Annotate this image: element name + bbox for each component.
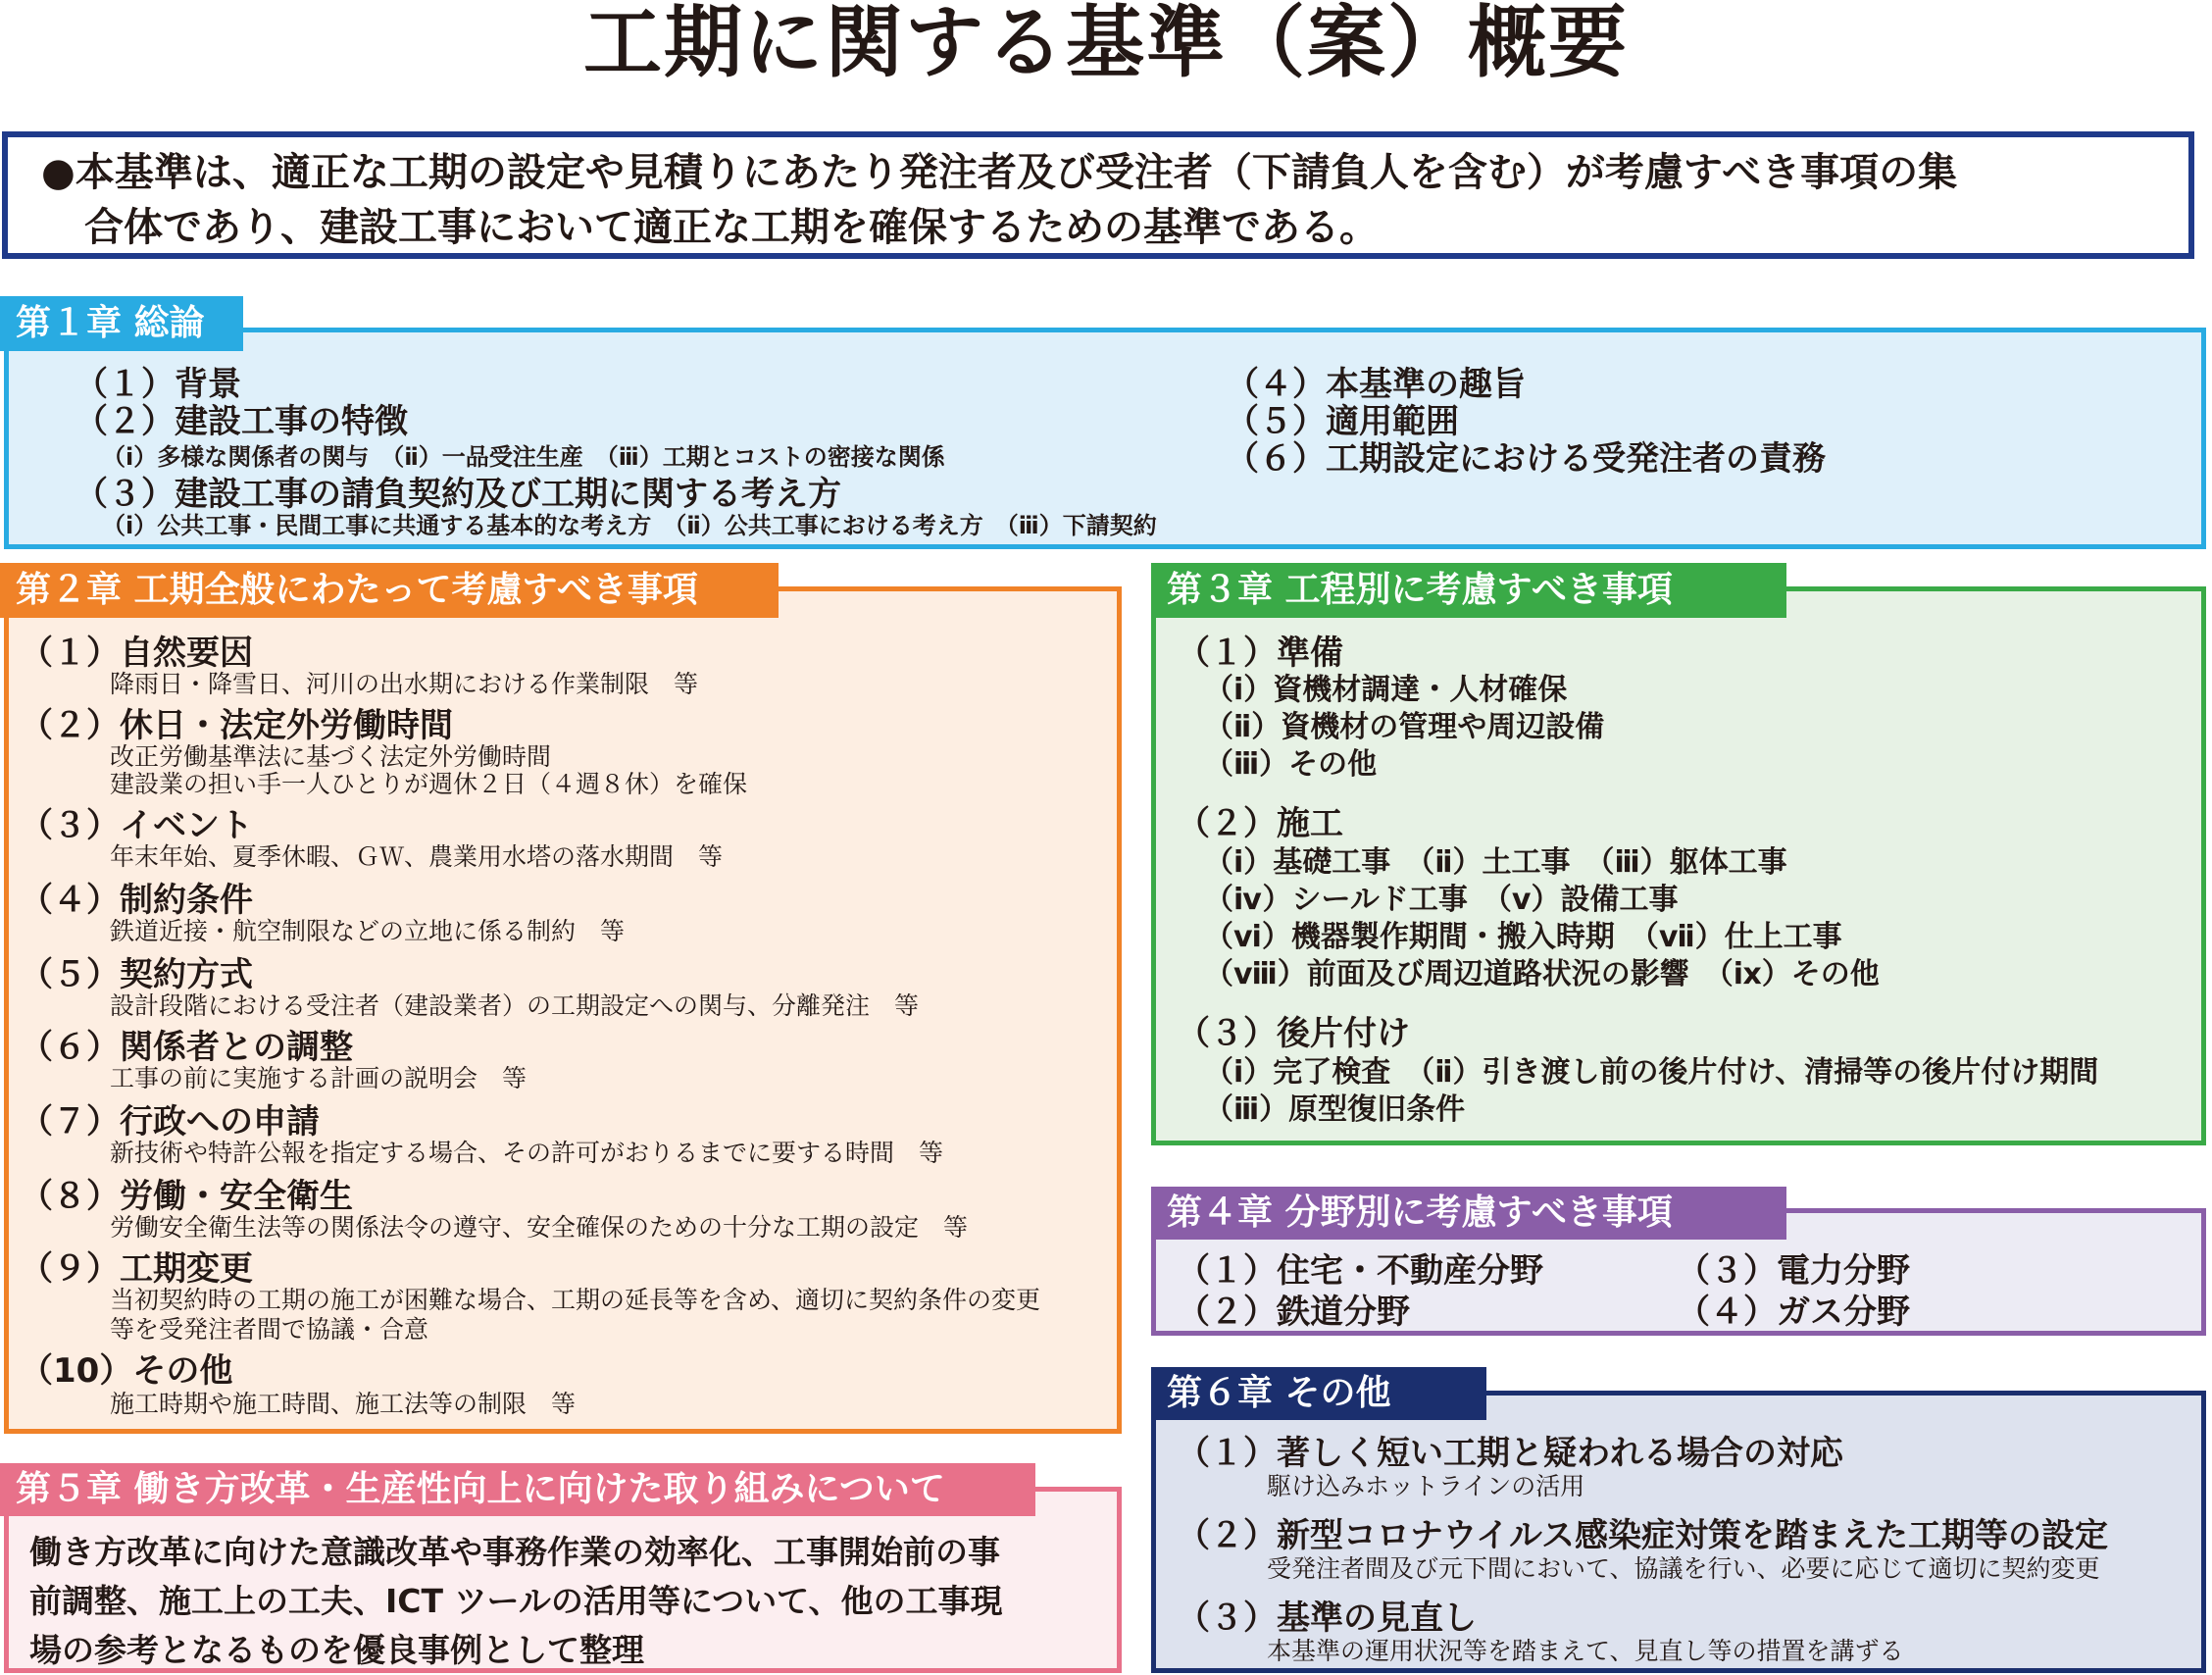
ch3-sub: （ⅳ）シールド工事 （ⅴ）設備工事 xyxy=(1204,883,1679,917)
ch6-item-heading: （１）著しく短い工期と疑われる場合の対応 xyxy=(1177,1434,1843,1473)
ch3-sub: （ⅲ）原型復旧条件 xyxy=(1204,1092,1466,1127)
ch2-item-note: 改正労働基準法に基づく法定外労働時間 xyxy=(110,742,552,771)
ch2-item-heading: （９）工期変更 xyxy=(20,1249,253,1289)
ch1-item-5: （５）適用範囲 xyxy=(1226,402,1459,441)
ch2-item-note: 新技術や特許公報を指定する場合、その許可がおりるまでに要する時間 等 xyxy=(110,1139,944,1167)
ch2-item-heading: （１）自然要因 xyxy=(20,634,253,673)
ch5-line: 働き方改革に向けた意識改革や事務作業の効率化、工事開始前の事 xyxy=(29,1533,1000,1571)
ch1-item-6: （６）工期設定における受発注者の責務 xyxy=(1226,439,1826,479)
ch3-section-3: （３）後片付け xyxy=(1177,1014,1410,1053)
chapter-2-header: 第２章 工期全般にわたって考慮すべき事項 xyxy=(0,563,779,618)
ch3-sub: （ⅰ）完了検査 （ⅱ）引き渡し前の後片付け、清掃等の後片付け期間 xyxy=(1204,1055,2099,1090)
ch3-sub: （ⅰ）資機材調達・人材確保 xyxy=(1204,673,1568,707)
ch6-item-note: 駆け込みホットラインの活用 xyxy=(1267,1472,1585,1500)
ch2-item-heading: （３）イベント xyxy=(20,806,253,845)
summary-line-1: ●本基準は、適正な工期の設定や見積りにあたり発注者及び受注者（下請負人を含む）が考慮すべき事項の集 xyxy=(41,150,1958,195)
ch3-section-2: （２）施工 xyxy=(1177,804,1343,843)
ch3-section-1: （１）準備 xyxy=(1177,634,1343,673)
ch1-item-1: （１）背景 xyxy=(75,365,241,404)
chapter-5-text xyxy=(29,1528,1108,1675)
ch2-item-note: 鉄道近接・航空制限などの立地に係る制約 等 xyxy=(110,917,626,945)
ch2-item-note: 当初契約時の工期の施工が困難な場合、工期の延長等を含め、適切に契約条件の変更 xyxy=(110,1286,1041,1314)
ch2-item-note: 建設業の担い手一人ひとりが週休２日（４週８休）を確保 xyxy=(110,770,748,798)
ch2-item-note: 年末年始、夏季休暇、ＧＷ、農業用水塔の落水期間 等 xyxy=(110,842,724,871)
ch2-item-heading: （４）制約条件 xyxy=(20,881,253,920)
ch2-item-heading: （２）休日・法定外労働時間 xyxy=(20,706,453,745)
chapter-1-header: 第１章 総論 xyxy=(0,296,243,351)
ch5-line: 場の参考となるものを優良事例として整理 xyxy=(29,1631,644,1669)
ch2-item-note: 設計段階における受注者（建設業者）の工期設定への関与、分離発注 等 xyxy=(110,991,920,1020)
chapter-3-header: 第３章 工程別に考慮すべき事項 xyxy=(1151,563,1786,618)
summary-line-2: 合体であり、建設工事において適正な工期を確保するための基準である。 xyxy=(84,205,1379,250)
ch3-sub: （ⅷ）前面及び周辺道路状況の影響 （ⅸ）その他 xyxy=(1204,957,1880,991)
ch2-item-heading: （５）契約方式 xyxy=(20,955,253,994)
page-title: 工期に関する基準（案）概要 xyxy=(583,0,1629,88)
ch3-sub: （ⅰ）基礎工事 （ⅱ）土工事 （ⅲ）躯体工事 xyxy=(1204,845,1787,880)
ch1-item-3: （３）建設工事の請負契約及び工期に関する考え方 xyxy=(75,475,841,514)
ch2-item-note: 降雨日・降雪日、河川の出水期における作業制限 等 xyxy=(110,670,699,698)
ch1-item-4: （４）本基準の趣旨 xyxy=(1226,365,1526,404)
chapter-6-header: 第６章 その他 xyxy=(1151,1367,1486,1420)
ch3-sub: （ⅲ）その他 xyxy=(1204,747,1378,782)
chapter-5-header: 第５章 働き方改革・生産性向上に向けた取り組みについて xyxy=(0,1463,1035,1516)
ch2-item-note: 工事の前に実施する計画の説明会 等 xyxy=(110,1064,528,1092)
ch3-sub: （ⅱ）資機材の管理や周辺設備 xyxy=(1204,710,1605,744)
ch1-item-3-sub: （ⅰ）公共工事・民間工事に共通する基本的な考え方 （ⅱ）公共工事における考え方 （ⅲ）下請契約 xyxy=(102,512,1157,539)
ch2-item-heading: （10）その他 xyxy=(20,1351,233,1391)
chapter-4-header: 第４章 分野別に考慮すべき事項 xyxy=(1151,1187,1786,1240)
ch2-item-note: 労働安全衛生法等の関係法令の遵守、安全確保のための十分な工期の設定 等 xyxy=(110,1213,969,1242)
ch6-item-heading: （３）基準の見直し xyxy=(1177,1599,1477,1638)
ch2-item-note: 等を受発注者間で協議・合意 xyxy=(110,1315,429,1344)
summary-box xyxy=(2,131,2194,259)
ch6-item-note: 本基準の運用状況等を踏まえて、見直し等の措置を講ずる xyxy=(1267,1637,1904,1665)
ch1-item-2-sub: （ⅰ）多様な関係者の関与 （ⅱ）一品受注生産 （ⅲ）工期とコストの密接な関係 xyxy=(102,443,945,471)
ch2-item-heading: （７）行政への申請 xyxy=(20,1102,320,1142)
ch4-item-3: （３）電力分野 xyxy=(1677,1251,1910,1291)
ch4-item-4: （４）ガス分野 xyxy=(1677,1293,1910,1332)
ch2-item-note: 施工時期や施工時間、施工法等の制限 等 xyxy=(110,1390,577,1418)
ch2-item-heading: （６）関係者との調整 xyxy=(20,1028,353,1067)
ch4-item-1: （１）住宅・不動産分野 xyxy=(1177,1251,1543,1291)
ch5-line: 前調整、施工上の工夫、ICT ツールの活用等について、他の工事現 xyxy=(29,1582,1003,1620)
ch1-item-2: （２）建設工事の特徴 xyxy=(75,402,408,441)
ch2-item-heading: （８）労働・安全衛生 xyxy=(20,1177,353,1216)
ch6-item-note: 受発注者間及び元下間において、協議を行い、必要に応じて適切に契約変更 xyxy=(1267,1554,2100,1583)
ch6-item-heading: （２）新型コロナウイルス感染症対策を踏まえた工期等の設定 xyxy=(1177,1516,2108,1555)
ch4-item-2: （２）鉄道分野 xyxy=(1177,1293,1410,1332)
ch3-sub: （ⅵ）機器製作期間・搬入時期 （ⅶ）仕上工事 xyxy=(1204,920,1842,954)
